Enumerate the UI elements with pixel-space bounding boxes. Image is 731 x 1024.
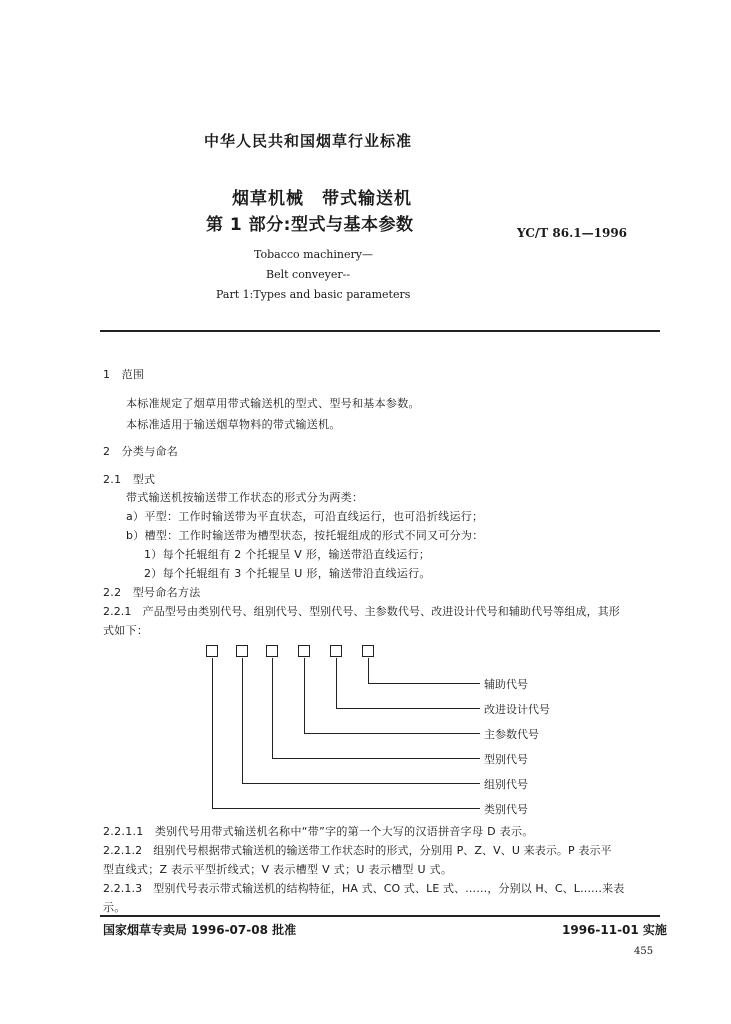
section-2-2-1-line2: 式如下： bbox=[103, 624, 149, 637]
page-number: 455 bbox=[634, 946, 654, 957]
standard-number: YC/T 86.1—1996 bbox=[517, 226, 628, 240]
section-2-2-1-line1: 2.2.1 产品型号由类别代号、组别代号、型别代号、主参数代号、改进设计代号和辅助代号等组成，其形 bbox=[103, 605, 620, 618]
implementation-date: 1996-11-01 实施 bbox=[562, 923, 667, 937]
connector-main-parameter-vertical bbox=[304, 658, 305, 733]
section-2-1-intro: 带式输送机按输送带工作状态的形式分为两类： bbox=[126, 491, 364, 504]
section-2-1-item-b: b）槽型：工作时输送带为槽型状态，按托辊组成的形式不同又可分为： bbox=[126, 529, 484, 542]
label-type-code: 型别代号 bbox=[484, 753, 528, 766]
code-box-auxiliary bbox=[362, 645, 374, 657]
section-2-2-1-2-line1: 2.2.1.2 组别代号根据带式输送机的输送带工作状态时的形式，分别用 P、Z、V、U 来表示。P 表示平 bbox=[103, 844, 612, 857]
english-title-line3: Part 1:Types and basic parameters bbox=[216, 288, 411, 301]
section-1-heading: 1 范围 bbox=[103, 368, 145, 381]
connector-improved-horizontal bbox=[336, 708, 480, 709]
connector-auxiliary-horizontal bbox=[368, 683, 480, 684]
label-auxiliary-code: 辅助代号 bbox=[484, 678, 528, 691]
section-2-1-heading: 2.1 型式 bbox=[103, 473, 156, 486]
connector-type-vertical bbox=[272, 658, 273, 758]
label-category-code: 类别代号 bbox=[484, 803, 528, 816]
issuer-title: 中华人民共和国烟草行业标准 bbox=[204, 132, 413, 150]
footer-divider bbox=[100, 915, 660, 917]
section-2-2-1-1: 2.2.1.1 类别代号用带式输送机名称中“带”字的第一个大写的汉语拼音字母 D 表示。 bbox=[103, 825, 534, 838]
section-2-2-1-3-line2: 示。 bbox=[103, 901, 126, 914]
connector-main-parameter-horizontal bbox=[304, 733, 480, 734]
section-2-1-item-a: a）平型：工作时输送带为平直状态，可沿直线运行，也可沿折线运行； bbox=[126, 510, 484, 523]
code-box-group bbox=[236, 645, 248, 657]
code-box-type bbox=[266, 645, 278, 657]
section-1-paragraph-2: 本标准适用于输送烟草物料的带式输送机。 bbox=[126, 418, 341, 431]
label-improved-design-code: 改进设计代号 bbox=[484, 703, 550, 716]
document-title-line1: 烟草机械 带式输送机 bbox=[232, 189, 412, 209]
english-title-line1: Tobacco machinery— bbox=[254, 248, 373, 261]
connector-category-horizontal bbox=[212, 808, 480, 809]
code-box-main-parameter bbox=[298, 645, 310, 657]
section-2-1-item-b1: 1）每个托辊组有 2 个托辊呈 V 形，输送带沿直线运行； bbox=[144, 548, 431, 561]
connector-category-vertical bbox=[212, 658, 213, 808]
connector-auxiliary-vertical bbox=[368, 658, 369, 683]
english-title-line2: Belt conveyer-- bbox=[266, 268, 351, 281]
section-2-2-heading: 2.2 型号命名方法 bbox=[103, 586, 201, 599]
document-title-line2: 第 1 部分:型式与基本参数 bbox=[206, 215, 414, 235]
connector-group-vertical bbox=[242, 658, 243, 783]
section-2-2-1-2-line2: 型直线式；Z 表示平型折线式；V 表示槽型 V 式；U 表示槽型 U 式。 bbox=[103, 863, 453, 876]
header-divider bbox=[100, 330, 660, 332]
label-main-parameter-code: 主参数代号 bbox=[484, 728, 539, 741]
connector-type-horizontal bbox=[272, 758, 480, 759]
section-2-1-item-b2: 2）每个托辊组有 3 个托辊呈 U 形，输送带沿直线运行。 bbox=[144, 567, 431, 580]
section-1-paragraph-1: 本标准规定了烟草用带式输送机的型式、型号和基本参数。 bbox=[126, 397, 420, 410]
code-box-category bbox=[206, 645, 218, 657]
connector-improved-vertical bbox=[336, 658, 337, 708]
label-group-code: 组别代号 bbox=[484, 778, 528, 791]
section-2-heading: 2 分类与命名 bbox=[103, 445, 179, 458]
code-box-improved-design bbox=[330, 645, 342, 657]
connector-group-horizontal bbox=[242, 783, 480, 784]
approval-statement: 国家烟草专卖局 1996-07-08 批准 bbox=[103, 923, 297, 937]
section-2-2-1-3-line1: 2.2.1.3 型别代号表示带式输送机的结构特征，HA 式、CO 式、LE 式、……，分别以 H、C、L……来表 bbox=[103, 882, 625, 895]
